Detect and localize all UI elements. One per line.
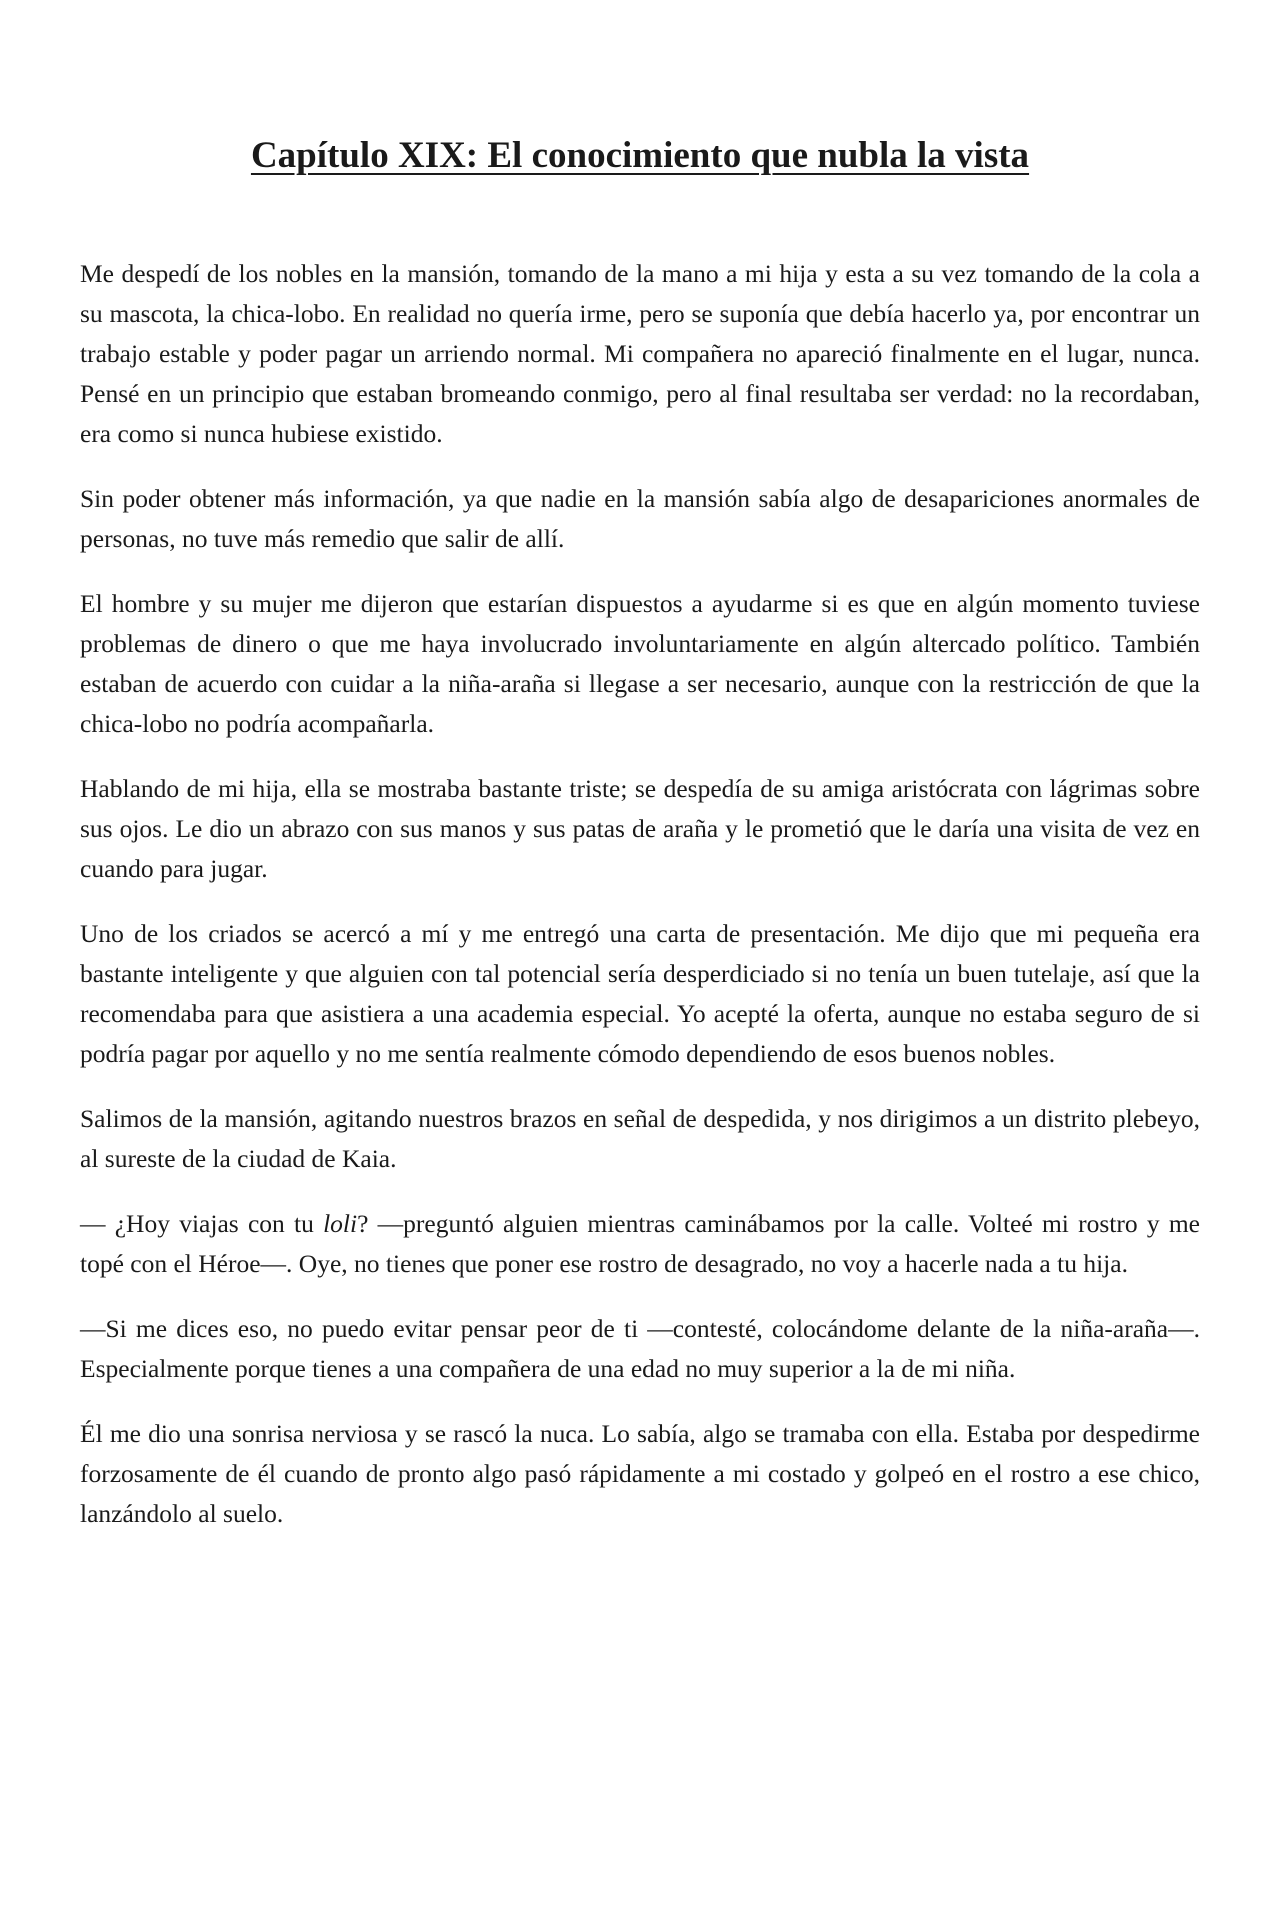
paragraph: Uno de los criados se acercó a mí y me entregó una carta de presentación. Me dijo que mi pequeña era bastante inteligente y que alguien con tal potencial sería desperdiciado si no tenía un buen tutelaje, así que la recomendaba para que asistiera a una academia especial. Yo acepté la oferta, aunque no estaba seguro de si podría pagar por aquello y no me sentía realmente cómodo dependiendo de esos buenos nobles.	[80, 919, 1200, 1068]
paragraph: Él me dio una sonrisa nerviosa y se rascó la nuca. Lo sabía, algo se tramaba con ella. Estaba por despedirme forzosamente de él cuando de pronto algo pasó rápidamente a mi costado y golpeó en el rostro a ese chico, lanzándolo al suelo.	[80, 1419, 1200, 1528]
dialogue-paragraph	[80, 1204, 1200, 1284]
dialogue-text-end: ? —preguntó alguien mientras caminábamos por la calle. Volteé mi rostro y me topé con el Héroe—. Oye, no tienes que poner ese rostro de desagrado, no voy a hacerle nada a tu hija.	[80, 1209, 1200, 1278]
document-page	[80, 132, 1200, 1534]
chapter-body	[80, 254, 1200, 1534]
chapter-title: Capítulo XIX: El conocimiento que nubla la vista	[250, 135, 1030, 176]
dialogue-text-start: — ¿Hoy viajas con tu	[80, 1209, 324, 1238]
paragraph: —Si me dices eso, no puedo evitar pensar peor de ti —contesté, colocándome delante de la niña-araña—. Especialmente porque tienes a una compañera de una edad no muy superior a la de mi niña.	[80, 1314, 1200, 1383]
paragraph: Salimos de la mansión, agitando nuestros brazos en señal de despedida, y nos dirigimos a un distrito plebeyo, al sureste de la ciudad de Kaia.	[80, 1104, 1200, 1173]
paragraph: Sin poder obtener más información, ya que nadie en la mansión sabía algo de desapariciones anormales de personas, no tuve más remedio que salir de allí.	[80, 484, 1200, 553]
paragraph: Hablando de mi hija, ella se mostraba bastante triste; se despedía de su amiga aristócrata con lágrimas sobre sus ojos. Le dio un abrazo con sus manos y sus patas de araña y le prometió que le daría una visita de vez en cuando para jugar.	[80, 774, 1200, 883]
paragraph: El hombre y su mujer me dijeron que estarían dispuestos a ayudarme si es que en algún momento tuviese problemas de dinero o que me haya involucrado involuntariamente en algún altercado político. También estaban de acuerdo con cuidar a la niña-araña si llegase a ser necesario, aunque con la restricción de que la chica-lobo no podría acompañarla.	[80, 589, 1200, 738]
paragraph: Me despedí de los nobles en la mansión, tomando de la mano a mi hija y esta a su vez tomando de la cola a su mascota, la chica-lobo. En realidad no quería irme, pero se suponía que debía hacerlo ya, por encontrar un trabajo estable y poder pagar un arriendo normal. Mi compañera no apareció finalmente en el lugar, nunca. Pensé en un principio que estaban bromeando conmigo, pero al final resultaba ser verdad: no la recordaban, era como si nunca hubiese existido.	[80, 259, 1200, 448]
emphasized-word: loli	[323, 1209, 358, 1238]
